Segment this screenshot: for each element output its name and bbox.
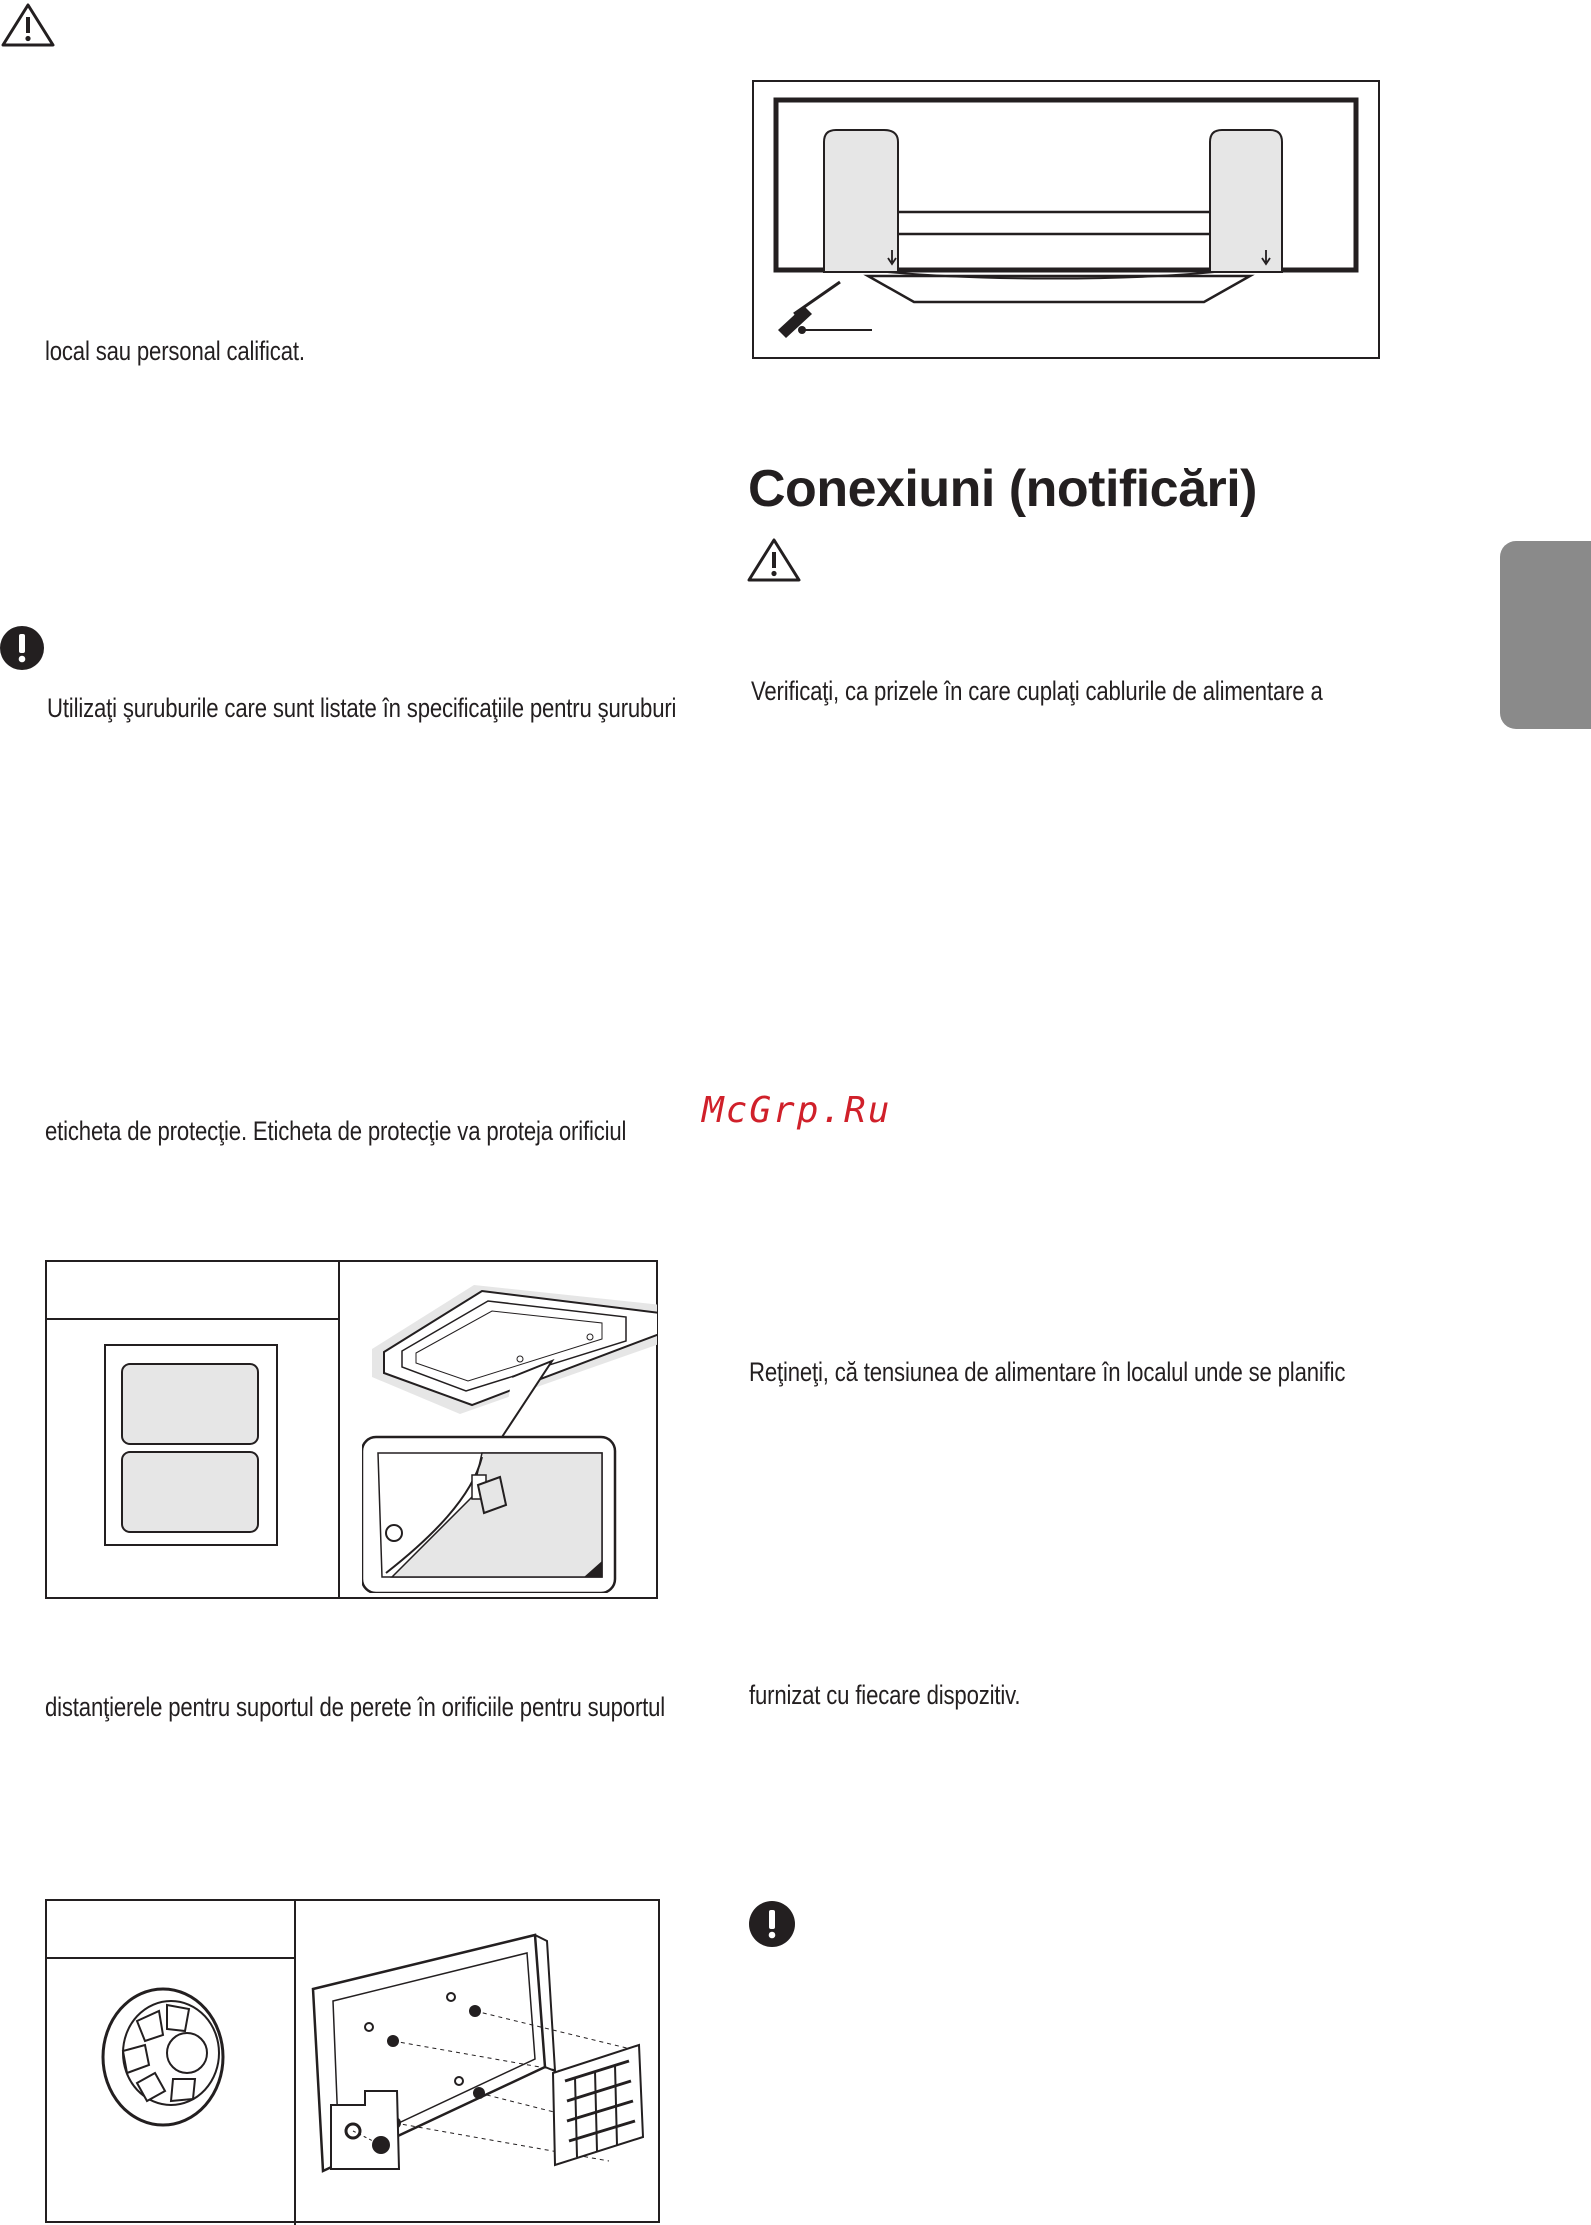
note-exclamation-icon [748,1900,796,1948]
protection-label-figure [45,1260,658,1599]
figure-header-rule [47,1957,294,1959]
tv-protection-label-illustration [362,1277,657,1593]
paragraph-device: furnizat cu fiecare dispozitiv. [749,1680,1021,1710]
paragraph-voltage: Reţineţi, că tensiunea de alimentare în localul unde se planific [749,1357,1346,1387]
paragraph-local: local sau personal calificat. [45,336,305,366]
figure-divider [338,1262,340,1597]
stand-removal-figure [752,80,1380,359]
paragraph-sockets: Verificaţi, ca prizele în care cuplaţi cablurile de alimentare a [751,676,1323,706]
paragraph-protection-label: eticheta de protecţie. Eticheta de protecţie va proteja orificiul [45,1116,627,1146]
figure-divider [294,1901,296,2225]
caution-triangle-icon [746,537,802,583]
section-title: Conexiuni (notificări) [748,460,1257,518]
wall-mount-spacer-figure [45,1899,660,2223]
protection-label-sheet [104,1344,280,1548]
note-exclamation-icon [0,624,48,672]
figure-header-rule [47,1318,338,1320]
language-side-tab [1500,541,1591,729]
caution-triangle-icon [0,2,56,48]
watermark-text: McGrp.Ru [702,1090,892,1131]
paragraph-screws: Utilizaţi şuruburile care sunt listate în specificaţiile pentru şuruburi [47,693,677,723]
paragraph-spacers: distanţierele pentru suportul de perete în orificiile pentru suportul [45,1692,666,1722]
tv-wall-mount-illustration [309,1931,659,2221]
spacer-illustration [97,1981,237,2131]
tv-stand-illustration [764,92,1370,352]
